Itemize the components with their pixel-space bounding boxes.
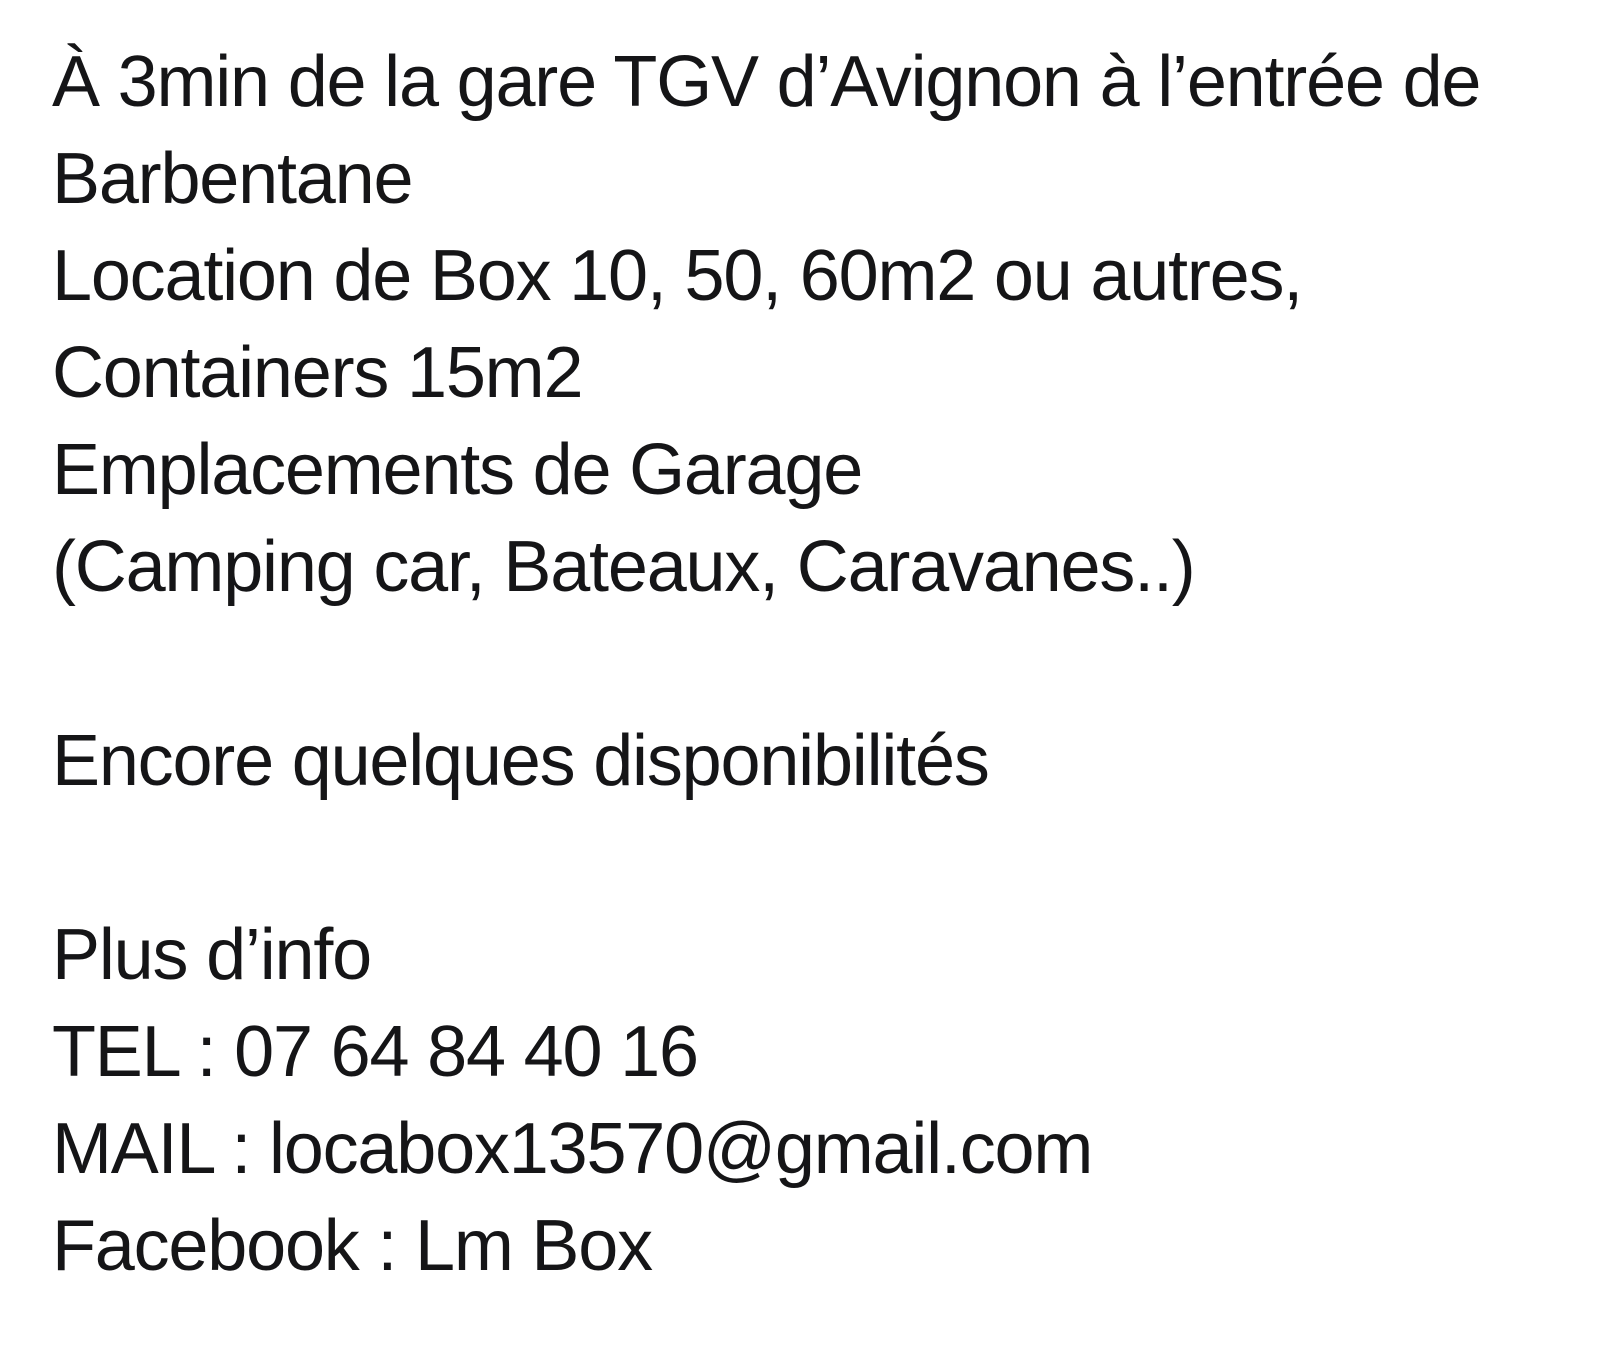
ad-line-location-intro: À 3min de la gare TGV d’Avignon à l’entrée de bbox=[52, 42, 1481, 122]
ad-line-vehicle-types: (Camping car, Bateaux, Caravanes..) bbox=[52, 527, 1195, 607]
ad-line-email: MAIL : locabox13570@gmail.com bbox=[52, 1109, 1093, 1189]
ad-line-garage: Emplacements de Garage bbox=[52, 430, 863, 510]
ad-line-phone: TEL : 07 64 84 40 16 bbox=[52, 1012, 698, 1092]
ad-line-box-sizes: Location de Box 10, 50, 60m2 ou autres, bbox=[52, 236, 1303, 316]
ad-line-blank bbox=[52, 616, 1560, 713]
ad-line-more-info: Plus d’info bbox=[52, 915, 371, 995]
ad-line-facebook: Facebook : Lm Box bbox=[52, 1206, 652, 1286]
ad-line-containers: Containers 15m2 bbox=[52, 333, 583, 413]
ad-line-availability: Encore quelques disponibilités bbox=[52, 721, 989, 801]
ad-line-town: Barbentane bbox=[52, 139, 413, 219]
ad-line-blank bbox=[52, 810, 1560, 907]
